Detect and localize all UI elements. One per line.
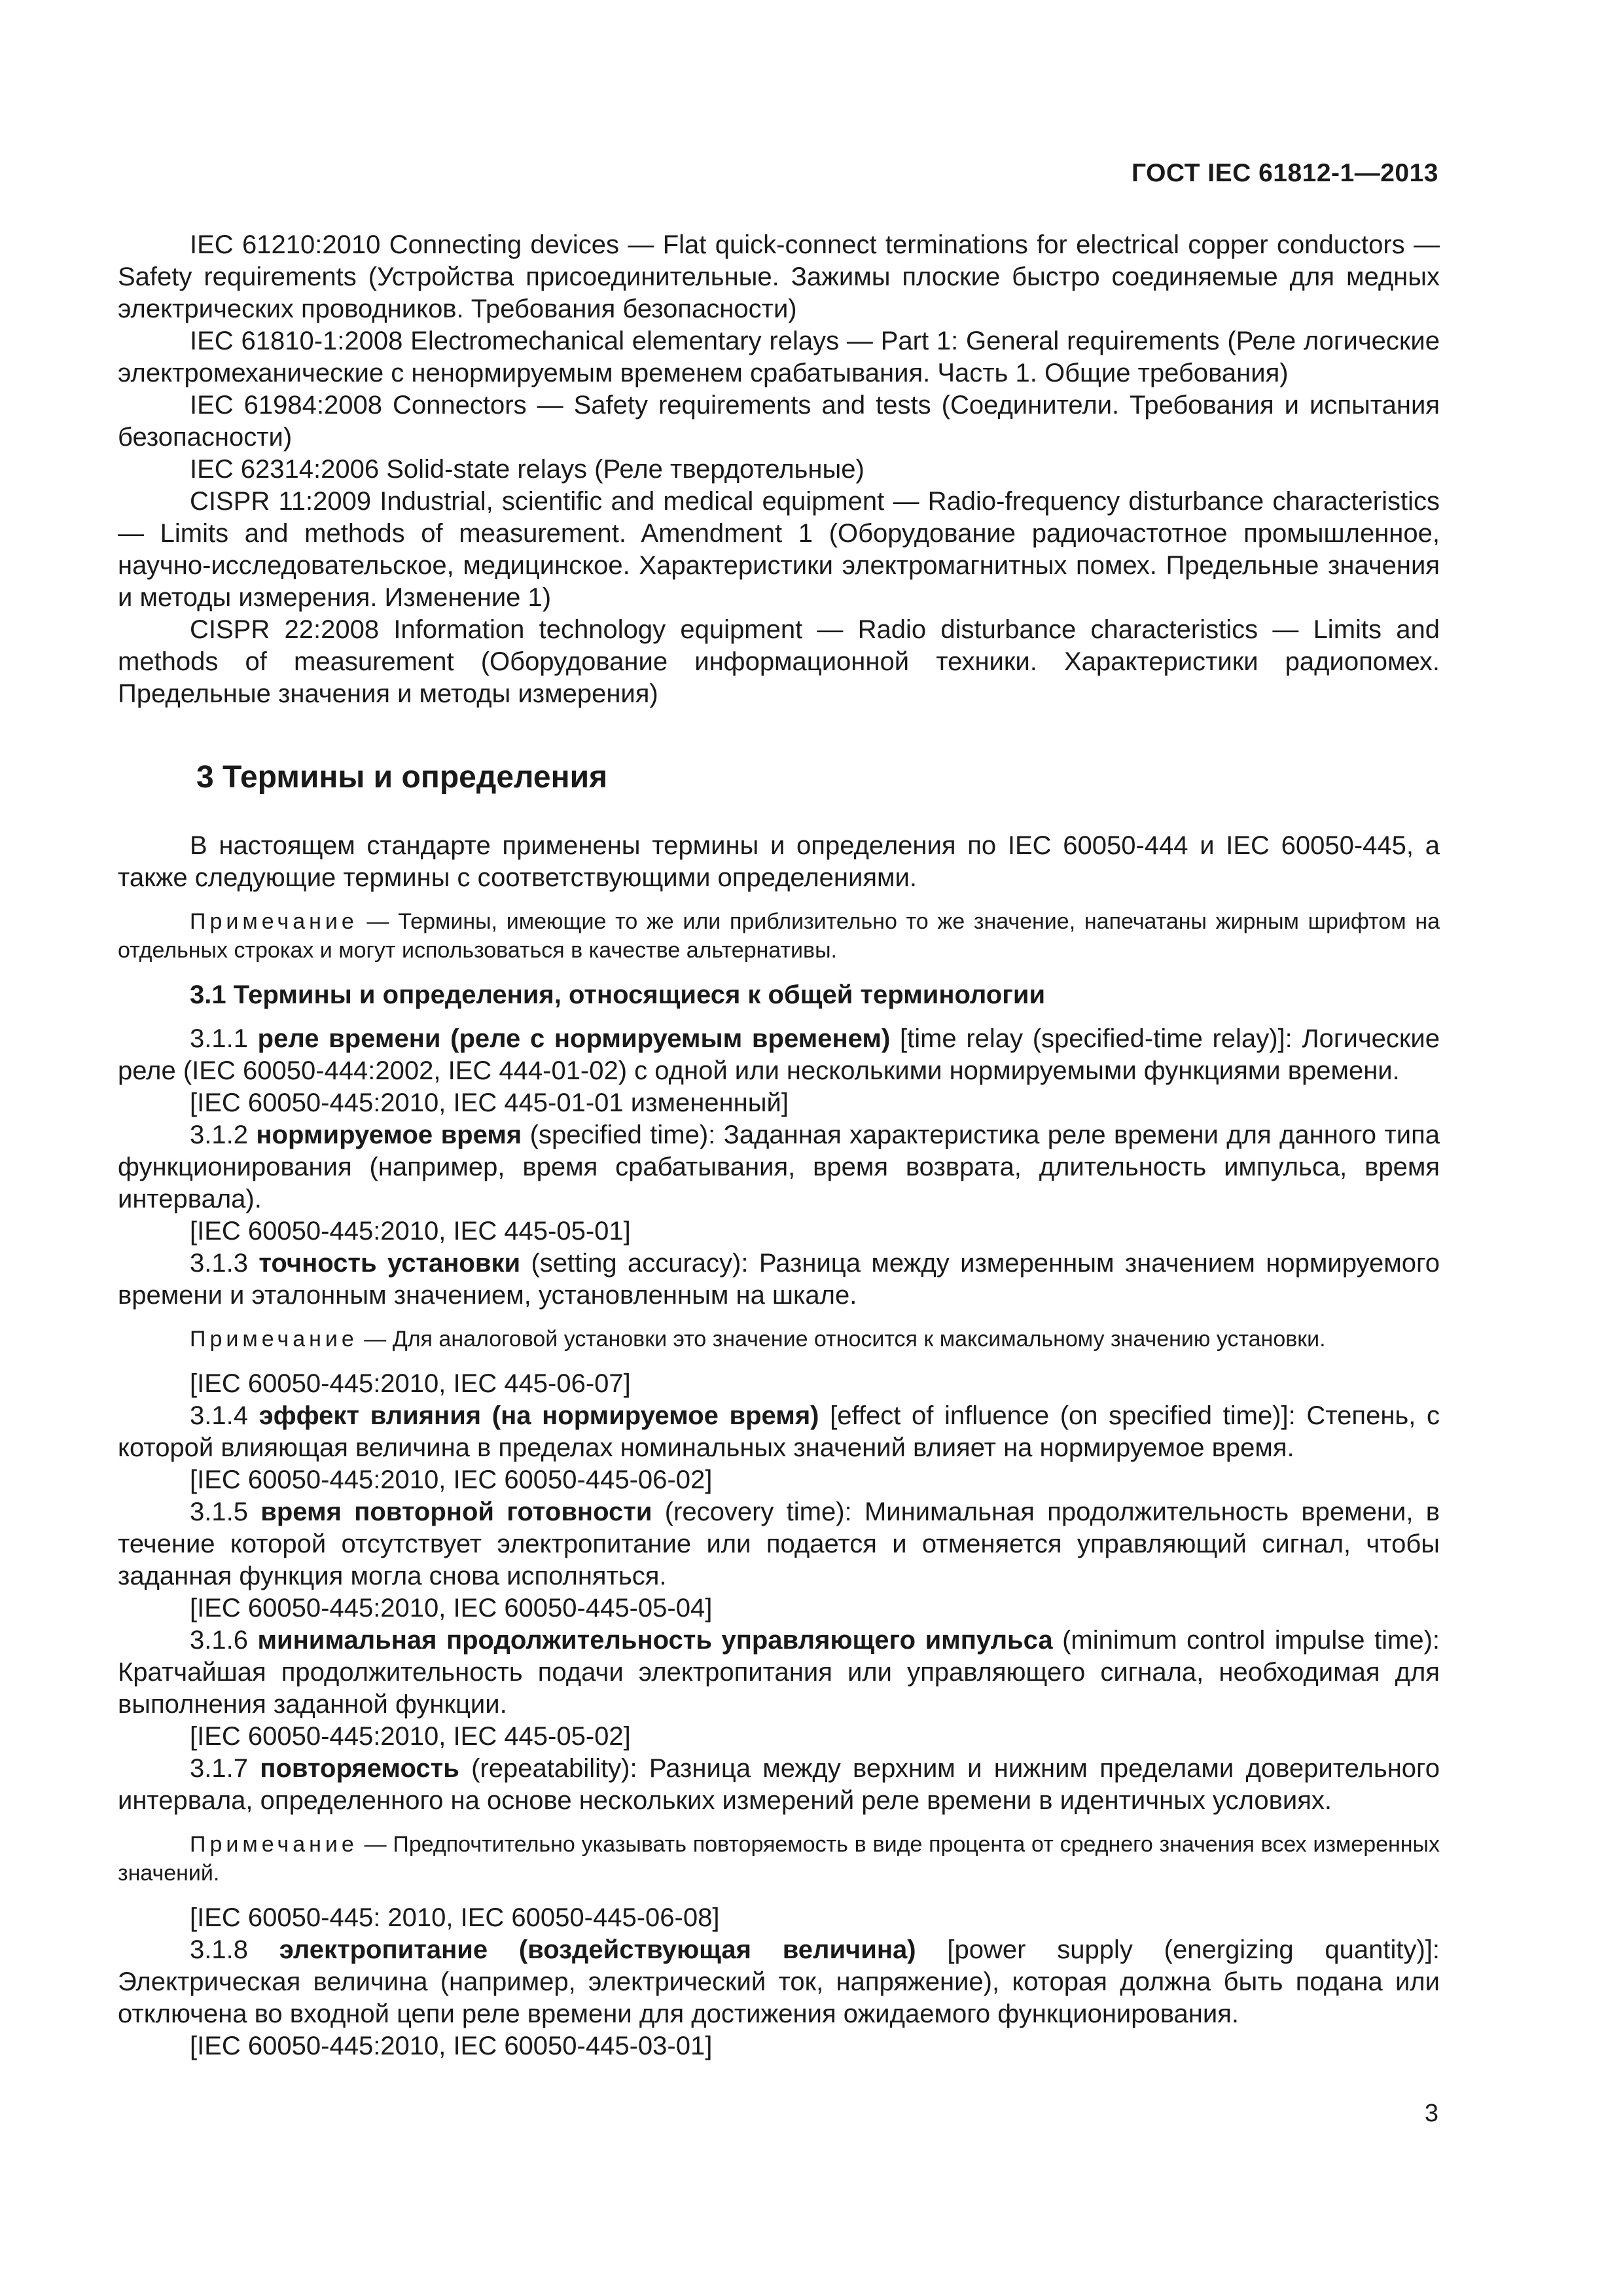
term-source: [IEC 60050-445:2010, IEC 445-06-07] [190,1369,631,1398]
term-definition: (minimum control impulse time): Кратчайшая продолжительность подачи электропитания или управляющего сигнала, необходимая для выполнения заданной функции. [118,1626,1440,1719]
term-definition: (specified time): Заданная характеристика реле времени для данного типа функционирования (например, время срабатывания, время возврата, длительность импульса, время интервала). [118,1121,1440,1213]
reference-iec-61810: IEC 61810-1:2008 Electromechanical elementary relays — Part 1: General requirements (Реле логические электромеханические с ненормируемым временем срабатывания. Часть 1. Общие требования) [118,327,1440,387]
term-source: [IEC 60050-445:2010, IEC 60050-445-06-02] [190,1465,713,1494]
term-3-1-8 [118,1934,1440,2030]
term-number: 3.1.6 [190,1626,258,1655]
term-source: [IEC 60050-445:2010, IEC 60050-445-03-01] [190,2032,713,2060]
term-3-1-7 [118,1753,1440,1817]
section-intro: В настоящем стандарте применены термины и определения по IEC 60050-444 и IEC 60050-445, а также следующие термины с соответствующими определениями. [118,831,1440,892]
term-source: [IEC 60050-445:2010, IEC 445-01-01 измененный] [190,1088,789,1117]
reference-cispr-11: CISPR 11:2009 Industrial, scientific and medical equipment — Radio-frequency disturbance characteristics — Limits and methods of measurement. Amendment 1 (Оборудование радиочастотное промышленное, научно-исследовательское, медицинское. Характеристики электромагнитных помех. Предельные значения и методы измерения. Изменение 1) [118,487,1440,612]
note-text: — Термины, имеющие то же или приблизительно то же значение, напечатаны жирным шрифтом на отдельных строках и могут использоваться в качестве альтернативы. [118,909,1440,963]
term-source: [IEC 60050-445:2010, IEC 445-05-01] [190,1217,631,1246]
term-definition: (repeatability): Разница между верхним и нижним пределами доверительного интервала, определенного на основе нескольких измерений реле времени в идентичных условиях. [118,1754,1440,1815]
term-number: 3.1.1 [190,1024,258,1053]
note-label: Примечание [190,909,358,934]
term-note [118,1830,1440,1888]
note-label: Примечание [190,1327,358,1352]
term-name: реле времени (реле с нормируемым временем) [257,1024,891,1053]
term-number: 3.1.4 [190,1401,259,1430]
term-number: 3.1.7 [190,1754,260,1783]
term-name: минимальная продолжительность управляющего импульса [257,1626,1053,1655]
term-name: электропитание (воздействующая величина) [279,1935,916,1964]
term-name: время повторной готовности [260,1498,652,1526]
term-3-1-2 [118,1119,1440,1215]
section-title: 3 Термины и определения [196,760,608,795]
term-definition: (recovery time): Минимальная продолжительность времени, в течение которой отсутствует электропитание или подается и отменяется управляющий сигнал, чтобы заданная функция могла снова исполняться. [118,1498,1440,1590]
reference-iec-62314: IEC 62314:2006 Solid-state relays (Реле твердотельные) [190,455,865,484]
term-3-1-3 [118,1247,1440,1312]
note-text: — Предпочтительно указывать повторяемость в виде процента от среднего значения всех измеренных значений. [118,1832,1440,1886]
term-definition: [power supply (energizing quantity)]: Электрическая величина (например, электрический ток, напряжение), которая должна быть подана или отключена во входной цепи реле времени для достижения ожидаемого функционирования. [118,1935,1440,2028]
term-definition: [time relay (specified-time relay)]: Логические реле (IEC 60050-444:2002, IEC 444-01-02) с одной или несколькими нормируемыми функциями времени. [118,1024,1440,1085]
term-source: [IEC 60050-445:2010, IEC 445-05-02] [190,1722,631,1751]
term-number: 3.1.3 [190,1249,259,1278]
note-label: Примечание [190,1832,358,1857]
term-name: эффект влияния (на нормируемое время) [259,1401,819,1430]
term-number: 3.1.8 [190,1935,279,1964]
term-number: 3.1.2 [190,1121,257,1149]
document-header: ГОСТ IEC 61812-1—2013 [1131,159,1438,187]
section-note [118,907,1440,965]
term-source: [IEC 60050-445: 2010, IEC 60050-445-06-08] [190,1903,720,1932]
term-source: [IEC 60050-445:2010, IEC 60050-445-05-04] [190,1594,713,1623]
term-3-1-5 [118,1496,1440,1592]
subsection-title: 3.1 Термины и определения, относящиеся к общей терминологии [190,980,1046,1009]
reference-iec-61210: IEC 61210:2010 Connecting devices — Flat quick-connect terminations for electrical copper conductors — Safety requirements (Устройства присоединительные. Зажимы плоские быстро соединяемые для медных электрических проводников. Требования безопасности) [118,230,1440,323]
note-text: — Для аналоговой установки это значение относится к максимальному значению установки. [357,1327,1326,1352]
term-name: повторяемость [260,1754,459,1783]
term-definition: [effect of influence (on specified time)]: Степень, с которой влияющая величина в пределах номинальных значений влияет на нормируемое время. [118,1401,1440,1462]
term-definition: (setting accuracy): Разница между измеренным значением нормируемого времени и эталонным значением, установленным на шкале. [118,1249,1440,1310]
reference-iec-61984: IEC 61984:2008 Connectors — Safety requirements and tests (Соединители. Требования и испытания безопасности) [118,391,1440,452]
term-3-1-4 [118,1400,1440,1464]
term-3-1-1 [118,1023,1440,1087]
term-3-1-6 [118,1624,1440,1721]
term-name: нормируемое время [256,1121,522,1149]
term-number: 3.1.5 [190,1498,261,1526]
reference-cispr-22: CISPR 22:2008 Information technology equipment — Radio disturbance characteristics — Limits and methods of measurement (Оборудование информационной техники. Характеристики радиопомех. Предельные значения и методы измерения) [118,615,1440,708]
term-name: точность установки [259,1249,521,1278]
term-note [118,1325,1440,1354]
page-number: 3 [1424,2100,1438,2127]
page-content [118,229,1440,2062]
